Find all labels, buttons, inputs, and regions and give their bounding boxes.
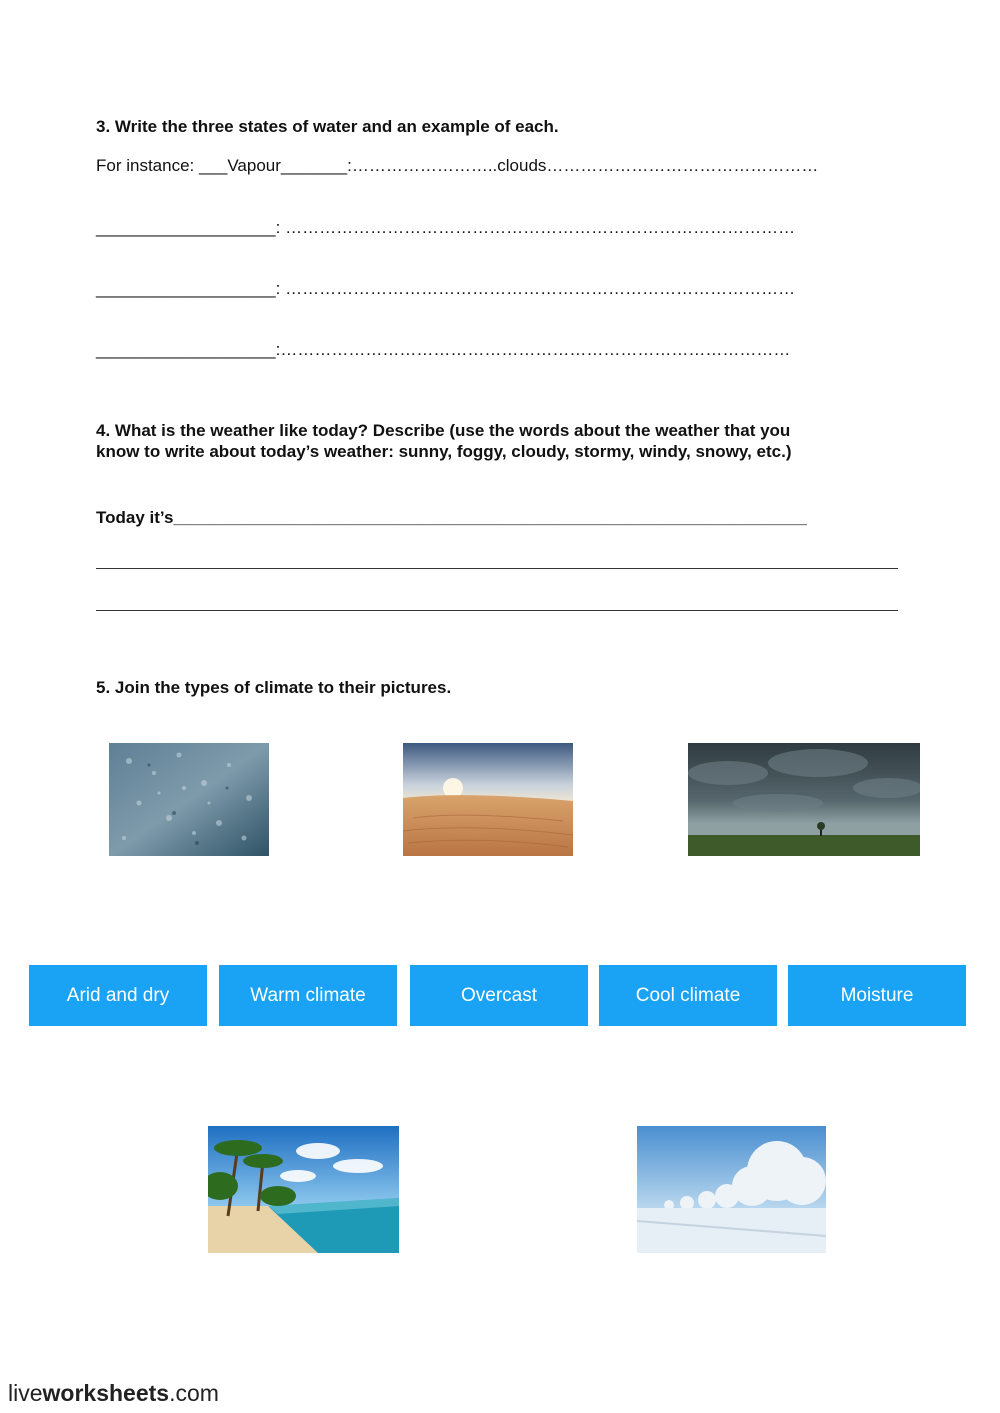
writing-rule-2[interactable]	[96, 610, 898, 611]
tile-arid-and-dry[interactable]: Arid and dry	[29, 965, 207, 1026]
today-line[interactable]: Today it’s___________________________________________________________________	[96, 508, 807, 527]
writing-rule-1[interactable]	[96, 568, 898, 569]
question-4-title-line-2: know to write about today’s weather: sunny, foggy, cloudy, stormy, windy, snowy, etc.)	[96, 442, 792, 461]
desert-dunes-image	[403, 743, 573, 856]
tile-overcast[interactable]: Overcast	[410, 965, 588, 1026]
answer-line-3[interactable]: ___________________:………………………………………………………………………………	[96, 340, 791, 359]
example-line: For instance: ___Vapour_______:……………………..clouds…………………………………………	[96, 156, 819, 175]
brand-suffix: .com	[169, 1380, 219, 1406]
tile-warm-climate[interactable]: Warm climate	[219, 965, 397, 1026]
question-5-title: 5. Join the types of climate to their pictures.	[96, 678, 452, 697]
moisture-droplets-image	[109, 743, 269, 856]
brand-prefix: live	[8, 1380, 43, 1406]
brand-bold: worksheets	[42, 1380, 170, 1406]
tile-cool-climate[interactable]: Cool climate	[599, 965, 777, 1026]
question-3-title: 3. Write the three states of water and an example of each.	[96, 117, 559, 136]
liveworksheets-logo[interactable]	[8, 1380, 219, 1407]
snowy-trees-image	[637, 1126, 826, 1253]
answer-line-1[interactable]: ___________________: ………………………………………………………………………………	[96, 218, 796, 237]
tile-moisture[interactable]: Moisture	[788, 965, 966, 1026]
overcast-sky-image	[688, 743, 920, 856]
question-4-title-line-1: 4. What is the weather like today? Describe (use the words about the weather that you	[96, 421, 791, 440]
answer-line-2[interactable]: ___________________: ………………………………………………………………………………	[96, 279, 796, 298]
tropical-beach-image	[208, 1126, 399, 1253]
